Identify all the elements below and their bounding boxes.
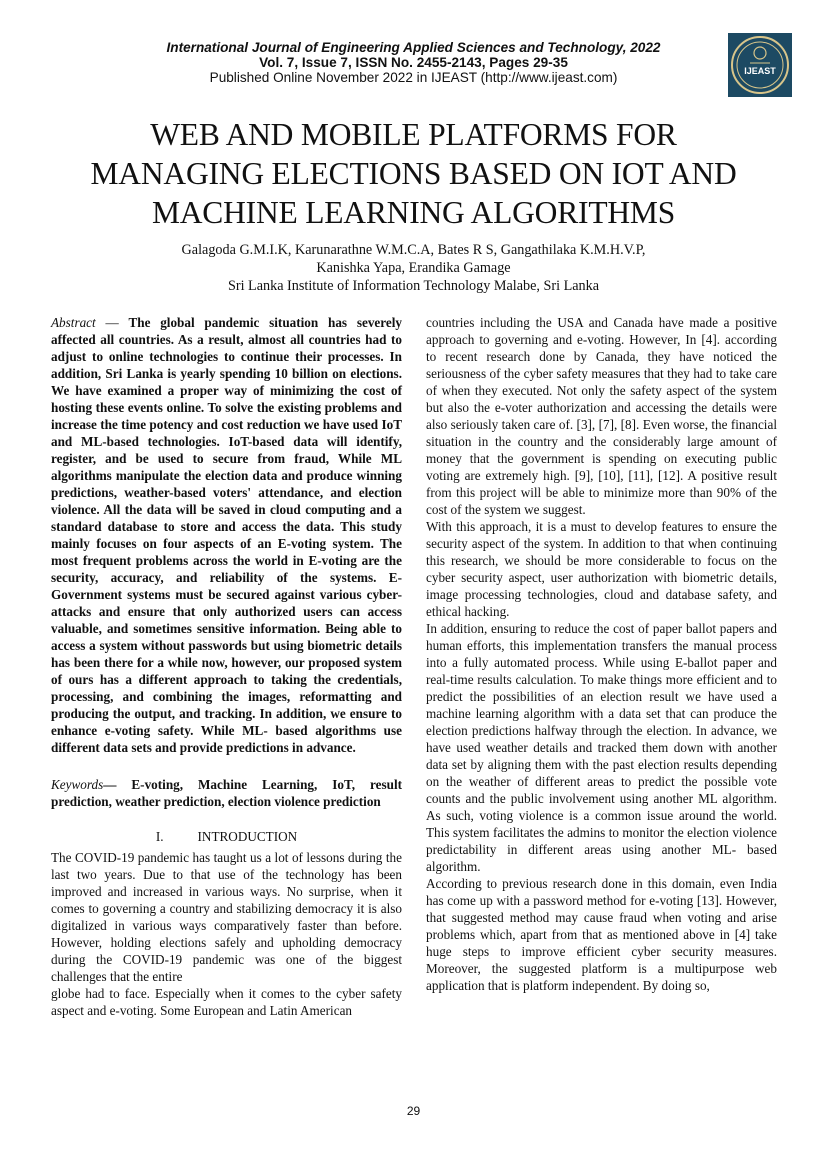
affiliation: Sri Lanka Institute of Information Technology Malabe, Sri Lanka xyxy=(227,278,600,294)
section-title: INTRODUCTION xyxy=(197,829,298,844)
right-column xyxy=(426,314,777,994)
ijeast-logo xyxy=(728,33,792,97)
journal-volume: Vol. 7, Issue 7, ISSN No. 2455-2143, Pages 29-35 xyxy=(259,55,568,70)
journal-name: International Journal of Engineering Applied Sciences and Technology, 2022 xyxy=(166,40,661,55)
right-paragraph-2: With this approach, it is a must to develop features to ensure the security aspect of the system. In addition to that when continuing this research, we should be more considerable to focus on the cyber security aspect, user authorization with biometric details, image processing technologies, cloud and database safety, and ethical hacking. xyxy=(426,519,777,619)
section-number: I. xyxy=(155,829,164,844)
journal-publication-info: Published Online November 2022 in IJEAST (http://www.ijeast.com) xyxy=(209,70,618,85)
keywords-text: E-voting, Machine Learning, IoT, result prediction, weather prediction, election violence prediction xyxy=(51,777,402,809)
right-paragraph-4: According to previous research done in this domain, even India has come up with a password method for e-voting [13]. However, that suggested method may cause fraud when voting and arise problems which, apart from that as mentioned above in [4] take huge steps to improve efficient cyber security measures. Moreover, the suggested platform is a multipurpose web application that is platform independent. By doing so, xyxy=(426,876,777,993)
intro-paragraph-1: The COVID-19 pandemic has taught us a lot of lessons during the last two years. Due to that use of the technology has been improved and increased in various ways. No surprise, when it comes to governing a country and stabilizing democracy it is also digitalized in various ways comparatively faster than before. However, holding elections safely and upholding democracy during the COVID-19 pandemic was one of the biggest challenges that the entire xyxy=(51,850,402,984)
page-number: 29 xyxy=(406,1104,421,1118)
paper-title xyxy=(40,115,787,232)
title-line-3: MACHINE LEARNING ALGORITHMS xyxy=(151,195,676,230)
authors-line-1: Galagoda G.M.I.K, Karunarathne W.M.C.A, Bates R S, Gangathilaka K.M.H.V.P, xyxy=(181,242,646,258)
intro-paragraph-1-cont: globe had to face. Especially when it comes to the cyber safety aspect and e-voting. Some European and Latin American xyxy=(51,986,402,1018)
title-line-1: WEB AND MOBILE PLATFORMS FOR xyxy=(150,117,677,152)
left-column xyxy=(51,314,402,1019)
keywords-label: Keywords xyxy=(51,777,104,792)
journal-header xyxy=(0,40,827,85)
keywords-dash: — xyxy=(103,777,132,792)
author-block xyxy=(60,241,767,295)
authors-line-2: Kanishka Yapa, Erandika Gamage xyxy=(316,260,511,276)
abstract-dash: — xyxy=(95,315,129,330)
abstract-label: Abstract xyxy=(51,315,96,330)
section-heading-introduction xyxy=(51,828,402,845)
abstract-text: The global pandemic situation has severely affected all countries. As a result, almost all countries had to adjust to online technologies to continue their processes. In addition, Sri Lanka is yearly spending 10 billion on elections. We have examined a proper way of minimizing the cost of hosting these events online. To solve the existing problems and increase the time potency and cost reduction we have used IoT and ML-based technologies. IoT-based data will identify, register, and be used to secure from fraud, While ML algorithms manipulate the election data and produce winning predictions, weather-based voters' attendance, and election violence. All the data will be saved in cloud computing and a standard database to store and access the data. This study mainly focuses on four aspects of an E-voting system. The most frequent problems across the world in E-voting are the security, accuracy, and reliability of the systems. E- Government systems must be secured against various cyber- attacks and ensure that only authorized users can access valuable, and sometimes sensitive information. Being able to access a system without passwords but using biometric details has been there for a while now, however, our proposed system of ours has a different approach to taking the credentials, processing, and combining the images, reformatting and producing the output, and tracking. In addition, we ensure to enhance e-voting safety. While ML- based algorithms use different data sets and provide predictions in advance. xyxy=(51,315,402,755)
right-paragraph-3: In addition, ensuring to reduce the cost of paper ballot papers and human efforts, this implementation transfers the manual process into a fully automated process. While using E-ballot paper and real-time results calculation. To make things more efficient and to predict the possibilities of an election result we have used a machine learning algorithm with a data set that can produce the election predictions halfway through the election. In advance, we have used weather details and tracked them down with another data set by aligning them with the past election results depending on the weather of different areas to predict the possible vote counts and the public involvement using another ML algorithm. As such, voting violence is a common issue around the world. This system facilitates the admins to monitor the election violence predictability in different areas using another ML- based algorithm. xyxy=(426,621,777,874)
logo-text: IJEAST xyxy=(744,66,776,76)
keywords xyxy=(51,776,402,810)
right-paragraph-1: countries including the USA and Canada have made a positive approach to governing and e-voting. However, In [4]. according to recent research done by Canada, they have noticed the seriousness of the cyber safety measures that they had to take care of when they executed. Not only the safety aspect of the system but also the e-voter authorization and accessing the details were also seriously taken care of. [3], [7], [8]. Even worse, the financial situation in the country and the considerably large amount of money that the government is spending on executing public voting are extremely high. [9], [10], [11], [12]. A positive result from this project will be able to minimize more than 90% of the cost of the system we suggest. xyxy=(426,315,777,517)
abstract xyxy=(51,314,402,756)
title-line-2: MANAGING ELECTIONS BASED ON IOT AND xyxy=(90,156,737,191)
